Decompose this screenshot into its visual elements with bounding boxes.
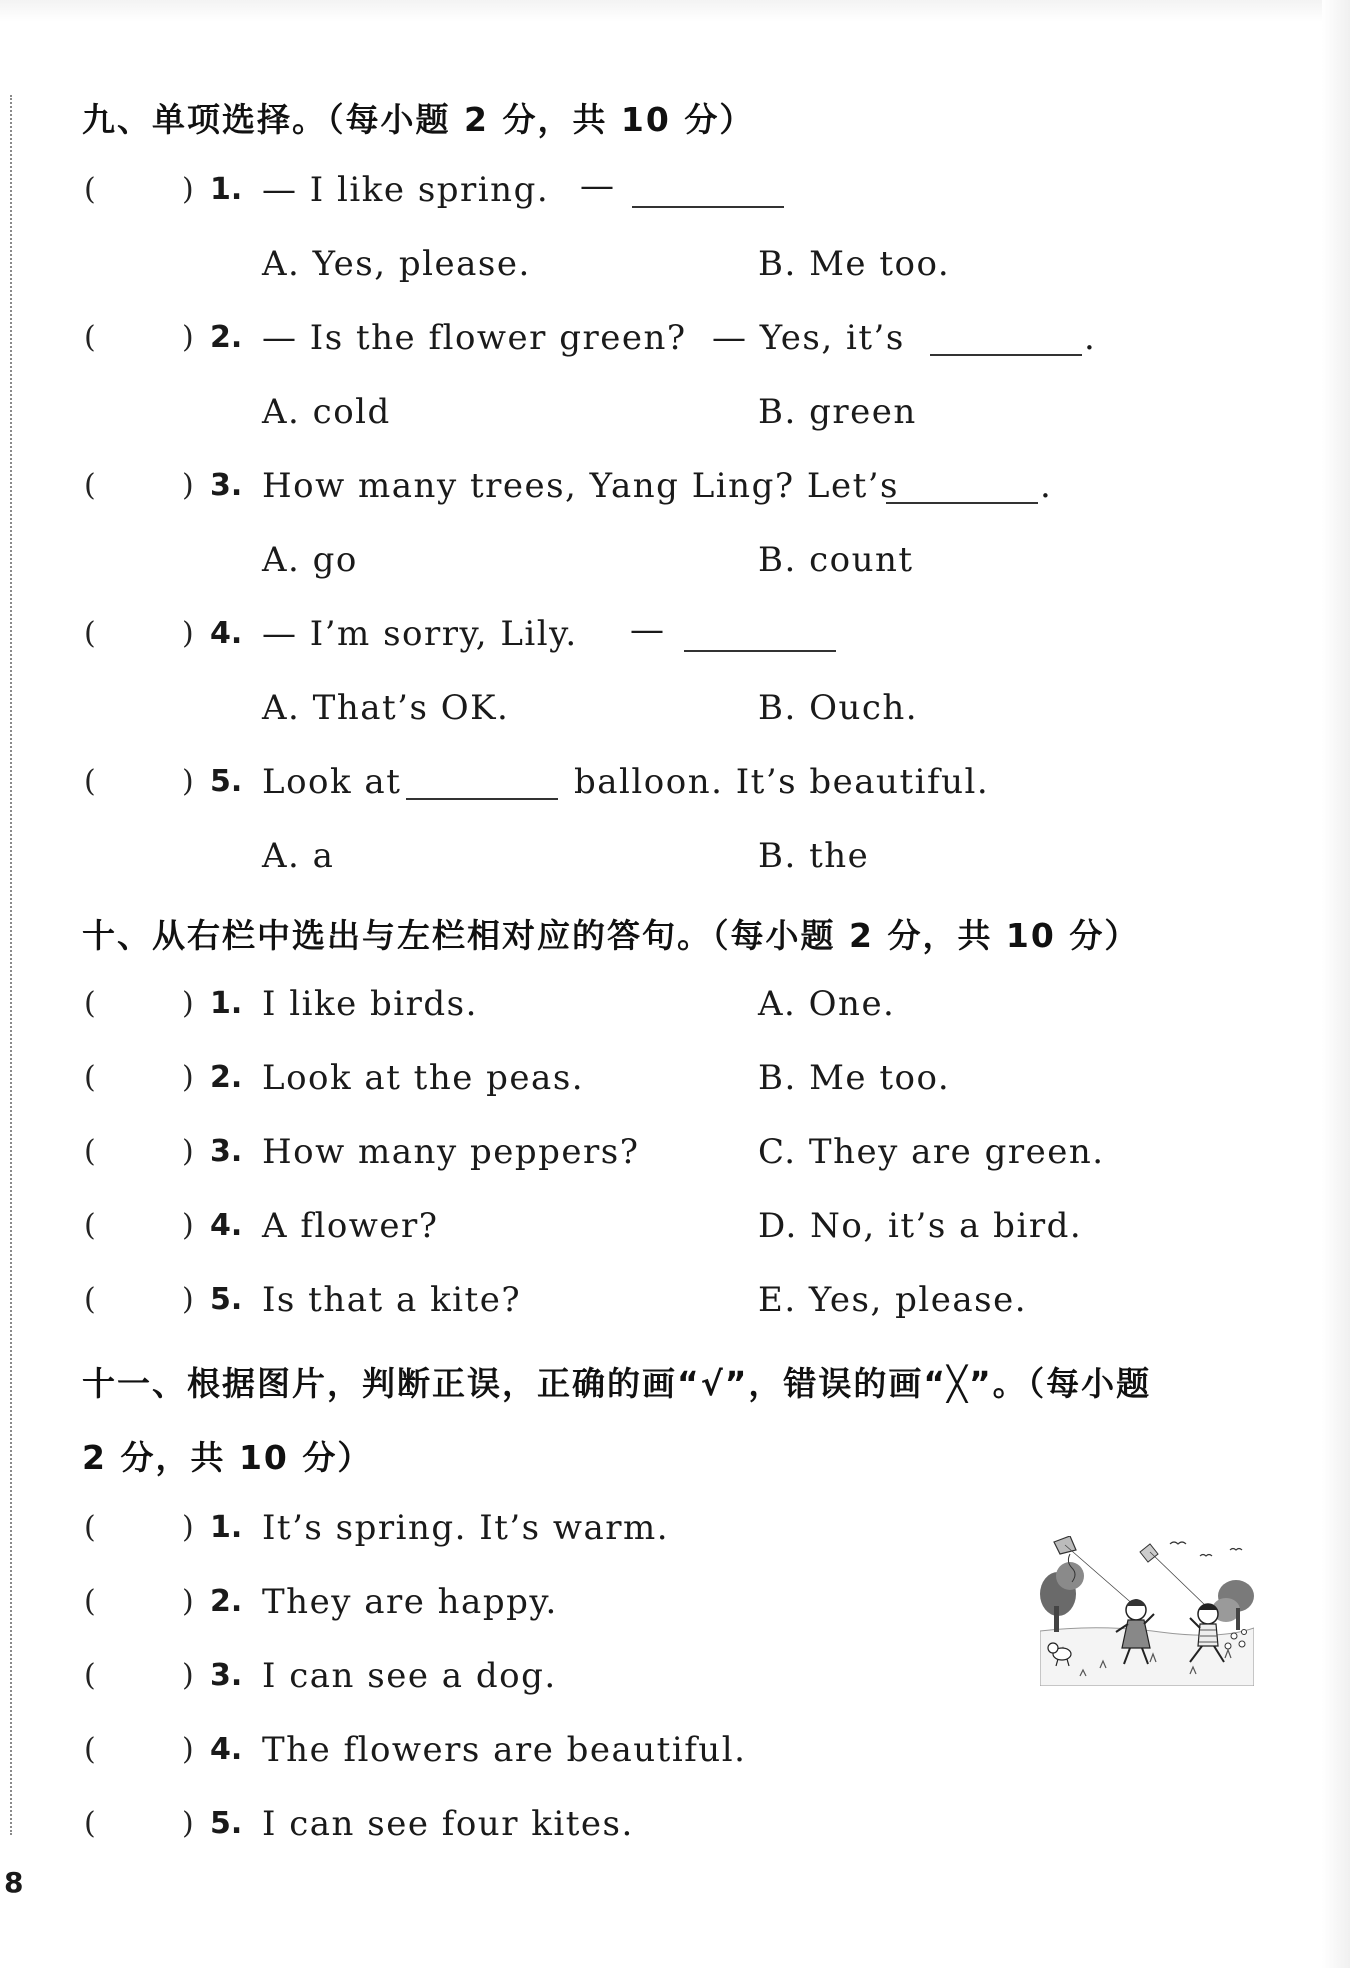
question-number: 2. <box>210 1060 243 1095</box>
question-text: Look at <box>262 762 402 802</box>
answer-blank <box>684 650 836 652</box>
answer-paren-right: ) <box>182 1060 194 1095</box>
question-number: 2. <box>210 1584 243 1619</box>
section-11-heading: 十一、根据图片，判断正误，正确的画“√”，错误的画“╳”。（每小题 <box>82 1364 1152 1403</box>
answer-paren-left: ( <box>84 172 96 207</box>
option-a: A. Yes, please. <box>262 244 531 284</box>
statement-text: It’s spring. It’s warm. <box>262 1508 670 1548</box>
section-11-heading-cont: 2 分，共 10 分） <box>82 1438 373 1477</box>
answer-blank <box>406 798 558 800</box>
answer-paren-left: ( <box>84 1584 96 1619</box>
question-text: — I’m sorry, Lily. <box>262 614 578 654</box>
sentence-period: . <box>1040 466 1053 506</box>
section-9-heading: 九、单项选择。（每小题 2 分，共 10 分） <box>82 100 755 139</box>
question-number: 1. <box>210 172 243 207</box>
answer-paren-left: ( <box>84 320 96 355</box>
answer-blank <box>632 206 784 208</box>
s9-question-4 <box>0 608 1350 664</box>
s9-question-1 <box>0 164 1350 220</box>
s9-options-5 <box>0 830 1350 886</box>
s9-options-1 <box>0 238 1350 294</box>
answer-paren-right: ) <box>182 616 194 651</box>
answer-paren-right: ) <box>182 1584 194 1619</box>
question-number: 2. <box>210 320 243 355</box>
option-a: A. That’s OK. <box>262 688 510 728</box>
statement-text: I can see a dog. <box>262 1656 557 1696</box>
question-number: 4. <box>210 616 243 651</box>
s10-row-2 <box>0 1052 1350 1108</box>
answer-paren-left: ( <box>84 616 96 651</box>
children-flying-kites-illustration <box>1040 1536 1254 1686</box>
option-b: B. Me too. <box>758 244 951 284</box>
answer-paren-left: ( <box>84 1208 96 1243</box>
answer-paren-right: ) <box>182 1208 194 1243</box>
answer-paren-left: ( <box>84 1658 96 1693</box>
answer-paren-left: ( <box>84 764 96 799</box>
left-column-text: I like birds. <box>262 984 478 1024</box>
option-b: B. count <box>758 540 914 580</box>
question-number: 5. <box>210 764 243 799</box>
question-number: 3. <box>210 1134 243 1169</box>
answer-paren-right: ) <box>182 1510 194 1545</box>
question-number: 1. <box>210 986 243 1021</box>
sentence-period: . <box>1084 318 1097 358</box>
question-reply-text: — Yes, it’s <box>712 318 905 358</box>
page-number: 8 <box>4 1866 24 1899</box>
statement-text: The flowers are beautiful. <box>262 1730 747 1770</box>
answer-paren-left: ( <box>84 986 96 1021</box>
right-column-option: B. Me too. <box>758 1058 951 1098</box>
s10-row-4 <box>0 1200 1350 1256</box>
answer-paren-right: ) <box>182 320 194 355</box>
option-b: B. the <box>758 836 870 876</box>
option-b: B. Ouch. <box>758 688 919 728</box>
reply-dash: — <box>580 166 614 206</box>
question-text: — Is the flower green? <box>262 318 687 358</box>
right-column-option: E. Yes, please. <box>758 1280 1028 1320</box>
answer-paren-right: ) <box>182 986 194 1021</box>
statement-text: They are happy. <box>262 1582 558 1622</box>
answer-paren-left: ( <box>84 1060 96 1095</box>
question-number: 5. <box>210 1282 243 1317</box>
answer-paren-left: ( <box>84 468 96 503</box>
answer-paren-left: ( <box>84 1732 96 1767</box>
question-number: 3. <box>210 1658 243 1693</box>
answer-paren-left: ( <box>84 1282 96 1317</box>
s11-row-5 <box>0 1798 1350 1854</box>
s9-options-3 <box>0 534 1350 590</box>
question-number: 4. <box>210 1732 243 1767</box>
answer-blank <box>930 354 1082 356</box>
s9-question-3 <box>0 460 1350 516</box>
left-column-text: Is that a kite? <box>262 1280 522 1320</box>
answer-paren-right: ) <box>182 172 194 207</box>
s9-question-5 <box>0 756 1350 812</box>
left-column-text: How many peppers? <box>262 1132 640 1172</box>
statement-text: I can see four kites. <box>262 1804 634 1844</box>
s9-options-2 <box>0 386 1350 442</box>
question-text: — I like spring. <box>262 170 550 210</box>
s9-question-2 <box>0 312 1350 368</box>
s10-row-1 <box>0 978 1350 1034</box>
question-text-continued: balloon. It’s beautiful. <box>574 762 990 802</box>
right-column-option: D. No, it’s a bird. <box>758 1206 1083 1246</box>
option-b: B. green <box>758 392 917 432</box>
question-number: 5. <box>210 1806 243 1841</box>
answer-paren-left: ( <box>84 1806 96 1841</box>
answer-paren-right: ) <box>182 468 194 503</box>
answer-paren-left: ( <box>84 1134 96 1169</box>
answer-paren-right: ) <box>182 1806 194 1841</box>
right-column-option: C. They are green. <box>758 1132 1105 1172</box>
answer-paren-left: ( <box>84 1510 96 1545</box>
s9-options-4 <box>0 682 1350 738</box>
answer-paren-right: ) <box>182 1732 194 1767</box>
reply-dash: — <box>630 610 664 650</box>
answer-paren-right: ) <box>182 764 194 799</box>
option-a: A. cold <box>262 392 391 432</box>
s10-row-3 <box>0 1126 1350 1182</box>
question-number: 3. <box>210 468 243 503</box>
left-column-text: A flower? <box>262 1206 439 1246</box>
left-column-text: Look at the peas. <box>262 1058 585 1098</box>
answer-paren-right: ) <box>182 1134 194 1169</box>
question-text: How many trees, Yang Ling? Let’s <box>262 466 899 506</box>
option-a: A. go <box>262 540 358 580</box>
section-10-heading: 十、从右栏中选出与左栏相对应的答句。（每小题 2 分，共 10 分） <box>82 916 1140 955</box>
s10-row-5 <box>0 1274 1350 1330</box>
answer-paren-right: ) <box>182 1658 194 1693</box>
s11-row-4 <box>0 1724 1350 1780</box>
question-number: 4. <box>210 1208 243 1243</box>
right-column-option: A. One. <box>758 984 896 1024</box>
option-a: A. a <box>262 836 335 876</box>
answer-blank <box>886 502 1038 504</box>
answer-paren-right: ) <box>182 1282 194 1317</box>
question-number: 1. <box>210 1510 243 1545</box>
